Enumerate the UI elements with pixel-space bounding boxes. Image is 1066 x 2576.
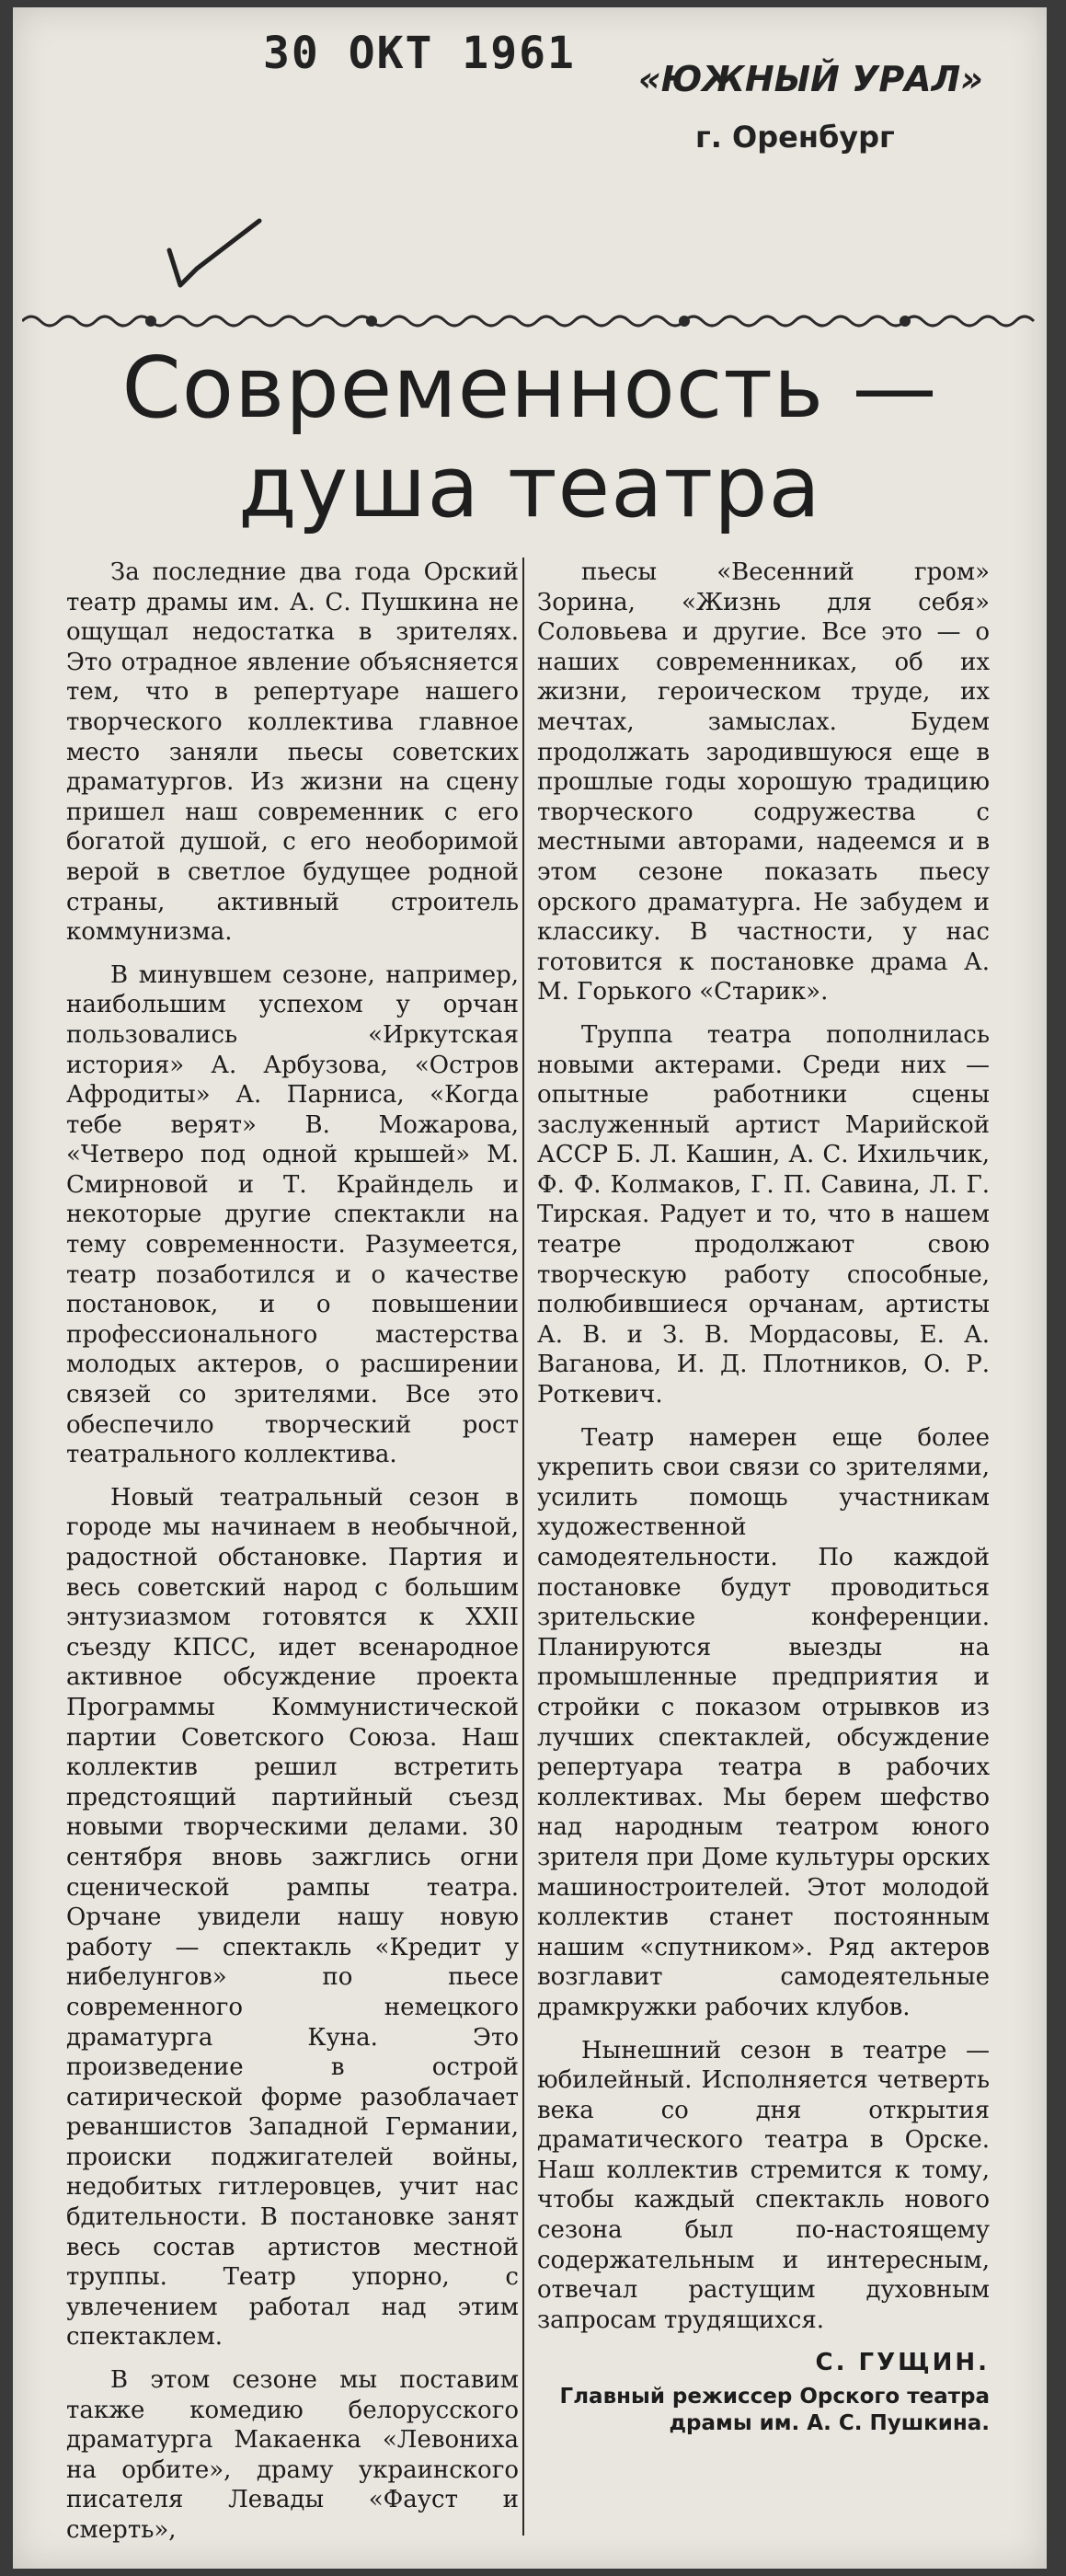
author-signature: С. ГУЩИН. [815, 2349, 990, 2377]
date-stamp: 30 ОКТ 1961 [263, 28, 576, 79]
article-column-left [66, 558, 519, 2559]
paragraph: Труппа театра пополнилась новыми актерами. Среди них — опытные работники сцены заслуженный артист Марийской АССР Б. Л. Кашин, А. С. Ихильчик, Ф. Ф. Колмаков, Г. П. Савина, Л. Г. Тирская. Радует и то, что в нашем театре продолжают свою творческую работу способные, полюбившиеся орчанам, артисты А. В. и З. В. Мордасовы, Е. А. Ваганова, И. Д. Плотников, О. Р. Роткевич. [537, 1020, 990, 1409]
article-column-right [537, 558, 990, 2437]
article-headline [13, 339, 1047, 537]
decorative-wavy-rule [22, 307, 1037, 335]
headline-line-1: Современность — [121, 339, 938, 437]
paragraph: пьесы «Весенний гром» Зорина, «Жизнь для себя» Соловьева и другие. Все это — о наших современниках, об их жизни, героическом труде, их мечтах, замыслах. Будем продолжать зародившуюся еще в прошлые годы хорошую традицию творческого содружества с местными авторами, надеемся и в этом сезоне показать пьесу орского драматурга. Не забудем и классику. В частности, у нас готовится к постановке драма А. М. Горького «Старик». [537, 558, 990, 1006]
paragraph: В этом сезоне мы поставим также комедию белорусского драматурга Макаенка «Левониха на орбите», драму украинского писателя Левады «Фауст и смерть», [66, 2366, 519, 2544]
paragraph: Театр намерен еще более укрепить свои связи со зрителями, усилить помощь участникам художественной самодеятельности. По каждой постановке будут проводиться зрительские конференции. Планируются выезды на промышленные предприятия и стройки с показом отрывков из лучших спектаклей, обсуждение репертуара театра в рабочих коллективах. Мы берем шефство над народным театром юного зрителя при Доме культуры орских машиностроителей. Этот молодой коллектив станет постоянным нашим «спутником». Ряд актеров возглавит самодеятельные драмкружки рабочих клубов. [537, 1423, 990, 2021]
newspaper-city: г. Оренбург [695, 120, 895, 155]
newspaper-name: «ЮЖНЫЙ УРАЛ» [638, 59, 983, 99]
paragraph: Нынешний сезон в театре — юбилейный. Исполняется четверть века со дня открытия драматического театра в Орске. Наш коллектив стремится к тому, чтобы каждый спектакль нового сезона был по-настоящему содержательным и интересным, отвечал растущим духовным запросам трудящихся. [537, 2036, 990, 2334]
newspaper-clipping [13, 7, 1047, 2569]
column-divider [522, 558, 524, 2536]
headline-line-2: душа театра [238, 438, 821, 536]
paragraph: В минувшем сезоне, например, наибольшим успехом у орчан пользовались «Иркутская история» А. Арбузова, «Остров Афродиты» А. Парниса, «Когда тебе верят» В. Можарова, «Четверо под одной крышей» М. Смирновой и Т. Крайндель и некоторые другие спектакли на тему современности. Разумеется, театр позаботился и о качестве постановок, и о повышении профессионального мастерства молодых актеров, о расширении связей со зрителями. Все это обеспечило творческий рост театрального коллектива. [66, 960, 519, 1469]
paragraph: Новый театральный сезон в городе мы начинаем в необычной, радостной обстановке. Партия и весь советский народ с большим энтузиазмом готовятся к XXII съезду КПСС, идет всенародное активное обсуждение проекта Программы Коммунистической партии Советского Союза. Наш коллектив решил встретить предстоящий партийный съезд новыми творческими делами. 30 сентября вновь зажглись огни сценической рампы театра. Орчане увидели нашу новую работу — спектакль «Кредит у нибелунгов» по пьесе современного немецкого драматурга Куна. Это произведение в острой сатирической форме разоблачает реваншистов Западной Германии, происки поджигателей войны, недобитых гитлеровцев, учит нас бдительности. В постановке занят весь состав артистов местной труппы. Театр упорно, с увлечением работал над этим спектаклем. [66, 1483, 519, 2352]
handwritten-check-mark-icon [151, 213, 270, 315]
paragraph: За последние два года Орский театр драмы им. А. С. Пушкина не ощущал недостатка в зрителях. Это отрадное явление объясняется тем, что в репертуаре нашего творческого коллектива главное место заняли пьесы советских драматургов. Из жизни на сцену пришел наш современник с его богатой душой, с его необоримой верой в светлое будущее родной страны, активный строитель коммунизма. [66, 558, 519, 947]
author-title: Главный режиссер Орского театра драмы им. А. С. Пушкина. [559, 2385, 990, 2436]
